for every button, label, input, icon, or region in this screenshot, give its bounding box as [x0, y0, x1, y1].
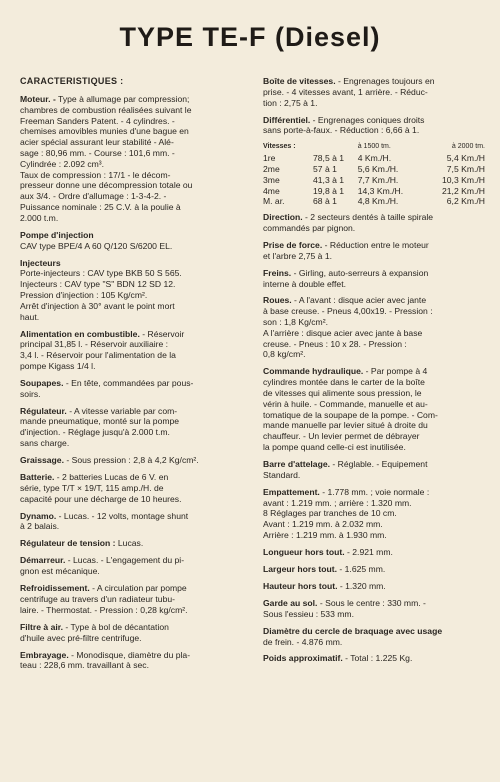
spec-section — [263, 115, 485, 137]
spec-section — [20, 472, 248, 504]
spec-line — [263, 339, 485, 350]
spec-line — [20, 105, 248, 116]
spec-line — [263, 328, 485, 339]
spec-label: Moteur. - — [20, 94, 56, 104]
speed-cell: M. ar. — [263, 196, 285, 207]
spec-line — [20, 94, 248, 105]
speed-row — [263, 153, 485, 164]
spec-text: Freeman Sanders Patent. - 4 cylindres. - — [20, 115, 175, 126]
spec-label: Alimentation en combustible. — [20, 328, 140, 339]
spec-text: - 2.921 mm. — [344, 546, 393, 557]
spec-text: - Réservoir — [139, 328, 185, 339]
spec-text: - A circulation par pompe — [89, 583, 187, 594]
spec-text: - En tête, commandées par pous- — [63, 377, 194, 388]
spec-line — [20, 213, 248, 224]
spec-text: Pression d'injection : 105 Kg/cm². — [20, 289, 148, 300]
speed-cell: 3me — [263, 174, 280, 185]
spec-text: commandés par pignon. — [263, 222, 356, 233]
spec-text: - 2 secteurs dentés à taille spirale — [302, 212, 434, 223]
spec-section — [263, 564, 485, 575]
spec-text: acier spécial assurant leur stabilité - Alé- — [20, 137, 174, 148]
spec-section — [20, 650, 248, 672]
spec-line — [263, 125, 485, 136]
spec-line — [20, 312, 248, 323]
spec-text: - Total : 1.225 Kg. — [342, 653, 413, 664]
spec-section — [263, 547, 485, 558]
spec-line — [263, 240, 485, 251]
spec-line — [263, 295, 485, 306]
spec-text: interne à double effet. — [263, 278, 346, 289]
spec-section — [263, 366, 485, 452]
spec-label: Embrayage. — [20, 649, 69, 660]
spec-line — [263, 609, 485, 620]
spec-line — [20, 258, 248, 269]
spec-text: de vitesses qui alimente sous pression, le — [263, 388, 422, 399]
speeds-label: Vitesses : — [263, 143, 296, 151]
spec-text: Type à allumage par compression; — [55, 94, 190, 104]
spec-line — [20, 301, 248, 312]
speed-cell: 4me — [263, 185, 280, 196]
spec-section — [20, 329, 248, 372]
spec-line — [263, 279, 485, 290]
spec-section — [263, 653, 485, 664]
spec-label: Soupapes. — [20, 377, 64, 388]
spec-label: Hauteur hors tout. — [263, 580, 338, 591]
spec-line — [20, 622, 248, 633]
spec-line — [20, 126, 248, 137]
spec-line — [20, 483, 248, 494]
spec-line — [20, 438, 248, 449]
spec-label: Garde au sol. — [263, 597, 318, 608]
spec-line — [263, 508, 485, 519]
spec-label: Barre d'attelage. — [263, 459, 331, 470]
spec-section — [20, 406, 248, 449]
speed-cell: 4,8 Km./H. — [357, 196, 399, 207]
spec-line — [263, 442, 485, 453]
spec-line — [20, 455, 248, 466]
spec-text: tion : 2,75 à 1. — [263, 97, 318, 108]
spec-label: Démarreur. — [20, 555, 66, 566]
spec-text: mande pneumatique, monté sur la pompe — [20, 416, 180, 427]
spec-text: 3,4 l. - Réservoir pour l'alimentation de la — [20, 350, 176, 361]
spec-text: à 2 balais. — [20, 521, 60, 532]
spec-text: haut. — [20, 311, 40, 322]
spec-line — [20, 202, 248, 213]
speed-cell: 1re — [263, 153, 276, 164]
spec-text: soirs. — [20, 388, 41, 399]
spec-line — [263, 115, 485, 126]
spec-text: Porte-injecteurs : CAV type BKB 50 S 565. — [20, 268, 182, 279]
speed-cell: 14,3 Km./H. — [357, 185, 404, 196]
spec-line — [263, 366, 485, 377]
spec-line — [263, 470, 485, 481]
spec-line — [20, 230, 248, 241]
spec-line — [263, 626, 485, 637]
spec-text: mande manuelle par levier situé à droite du — [263, 420, 428, 431]
spec-text: pompe Kigass 1/4 l. — [20, 360, 96, 371]
spec-text: creuse. - Pneus : 10 x 28. - Pression : — [263, 338, 407, 349]
speed-cell: 2me — [263, 163, 280, 174]
speed-cell: 10,3 Km./H — [442, 174, 485, 185]
spec-section — [20, 94, 248, 224]
spec-line — [20, 416, 248, 427]
spec-line — [20, 191, 248, 202]
spec-line — [20, 290, 248, 301]
spec-text: à base creuse. - Pneus 4,00x19. - Pression : — [263, 306, 433, 317]
spec-text: son : 1,8 Kg/cm². — [263, 317, 328, 328]
spec-label: Poids approximatif. — [263, 653, 343, 664]
spec-line — [20, 521, 248, 532]
spec-text: - Girling, auto-serreurs à expansion — [291, 267, 429, 278]
spec-text: chambres de combustion réalisées suivant le — [20, 104, 192, 115]
spec-text: - 1.625 mm. — [337, 563, 386, 574]
spec-line — [263, 431, 485, 442]
spec-label: Longueur hors tout. — [263, 546, 345, 557]
spec-section — [263, 240, 485, 262]
speed-row — [263, 164, 485, 175]
spec-label: Injecteurs — [20, 257, 61, 268]
spec-line — [20, 511, 248, 522]
spec-label: Régulateur de tension : — [20, 538, 116, 549]
spec-text: capacité pour une décharge de 10 heures. — [20, 493, 182, 504]
spec-text: - Réglable. - Equipement — [330, 459, 428, 470]
speed-row — [263, 175, 485, 186]
spec-line — [20, 633, 248, 644]
spec-line — [263, 399, 485, 410]
spec-line — [263, 498, 485, 509]
spec-line — [263, 598, 485, 609]
page-title: TYPE TE-F (Diesel) — [119, 22, 381, 52]
speed-cell: 5,4 Km./H — [446, 153, 485, 164]
spec-text: - Monodisque, diamètre du pla- — [68, 649, 191, 660]
spec-section — [20, 455, 248, 466]
spec-line — [20, 389, 248, 400]
spec-line — [20, 361, 248, 372]
speed-row — [263, 186, 485, 197]
spec-text: Injecteurs : CAV type "S" BDN 12 SD 12. — [20, 279, 176, 290]
spec-line — [263, 530, 485, 541]
spec-text: 2.000 t.m. — [20, 212, 59, 223]
spec-line — [20, 594, 248, 605]
speed-cell: 19,8 à 1 — [313, 185, 345, 196]
spec-line — [263, 410, 485, 421]
spec-line — [263, 581, 485, 592]
spec-text: d'injection. - Réglage jusqu'à 2.000 t.m. — [20, 427, 170, 438]
spec-section — [263, 295, 485, 360]
speed-cell: 5,6 Km./H. — [357, 163, 399, 174]
spec-text: Puissance nominale : 25 C.V. à la poulie à — [20, 201, 181, 212]
spec-line — [20, 406, 248, 417]
spec-text: vérin à huile. - Commande, manuelle et au- — [263, 398, 428, 409]
spec-text: sage : 80,96 mm. - Course : 101,6 mm. - — [20, 147, 175, 158]
spec-line — [20, 605, 248, 616]
spec-line — [20, 566, 248, 577]
spec-line — [20, 494, 248, 505]
spec-label: Pompe d'injection — [20, 229, 94, 240]
spec-section — [20, 538, 248, 549]
spec-line — [263, 349, 485, 360]
speed-row — [263, 196, 485, 207]
spec-section — [20, 378, 248, 400]
spec-label: Filtre à air. — [20, 621, 63, 632]
spec-text: CAV type BPE/4 A 60 Q/120 S/6200 EL. — [20, 240, 173, 251]
spec-line — [263, 653, 485, 664]
spec-text: presseur donne une décompression totale ou — [20, 180, 193, 191]
spec-line — [20, 650, 248, 661]
spec-label: Batterie. — [20, 472, 55, 483]
spec-section — [20, 230, 248, 252]
spec-line — [20, 555, 248, 566]
spec-line — [263, 251, 485, 262]
spec-section — [20, 583, 248, 615]
spec-line — [20, 241, 248, 252]
left-column — [20, 76, 248, 677]
spec-text: avant : 1.219 mm. ; arrière : 1.320 mm. — [263, 497, 412, 508]
spec-text: Arrêt d'injection à 30° avant le point mort — [20, 300, 175, 311]
spec-line — [263, 76, 485, 87]
spec-text: principal 31,85 l. - Réservoir auxiliaire : — [20, 339, 169, 350]
spec-label: Direction. — [263, 212, 303, 223]
spec-label: Régulateur. — [20, 405, 67, 416]
right-column — [263, 76, 485, 670]
spec-line — [20, 538, 248, 549]
spec-text: cylindres montée dans le carter de la boîte — [263, 377, 425, 388]
spec-line — [263, 519, 485, 530]
spec-text: 8 Réglages par tranches de 10 cm. — [263, 508, 397, 519]
spec-label: Différentiel. — [263, 114, 311, 125]
spec-text: aux 3/4. - Ordre d'allumage : 1-3-4-2. - — [20, 191, 167, 202]
spec-text: - A vitesse variable par com- — [66, 405, 178, 416]
spec-section — [20, 511, 248, 533]
spec-line — [20, 148, 248, 159]
spec-line — [20, 427, 248, 438]
spec-text: tomatique de la soupape de la pompe. - Com- — [263, 409, 438, 420]
spec-text: Taux de compression : 17/1 - le décom- — [20, 169, 171, 180]
speed-cell: 6,2 Km./H — [446, 196, 485, 207]
spec-line — [263, 487, 485, 498]
spec-label: Empattement. — [263, 486, 320, 497]
spec-text: - Engrenages coniques droits — [310, 114, 425, 125]
spec-line — [20, 339, 248, 350]
spec-line — [263, 268, 485, 279]
spec-label: Roues. — [263, 295, 292, 306]
spec-line — [263, 212, 485, 223]
spec-text: la pompe quand celle-ci est inutilisée. — [263, 442, 406, 453]
spec-text: Avant : 1.219 mm. à 2.032 mm. — [263, 519, 383, 530]
spec-section — [20, 622, 248, 644]
spec-text: laire. - Thermostat. - Pression : 0,28 kg/cm². — [20, 604, 188, 615]
speed-cell: 7,5 Km./H — [446, 163, 485, 174]
spec-text: chauffeur. - Un levier permet de débrayer — [263, 431, 420, 442]
spec-text: Sous l'essieu : 533 mm. — [263, 608, 354, 619]
spec-line — [263, 223, 485, 234]
speed-cell: 41,3 à 1 — [313, 174, 345, 185]
spec-text: gnon est mécanique. — [20, 566, 100, 577]
spec-line — [20, 279, 248, 290]
spec-line — [20, 180, 248, 191]
spec-text: - Lucas. - 12 volts, montage shunt — [56, 510, 189, 521]
spec-text: centrifuge au travers d'un radiateur tubu- — [20, 593, 175, 604]
spec-text: A l'arrière : disque acier avec jante à base — [263, 327, 423, 338]
spec-text: sans porte-à-faux. - Réduction : 6,66 à 1. — [263, 125, 420, 136]
spec-line — [20, 268, 248, 279]
spec-text: - 1.778 mm. ; voie normale : — [319, 486, 430, 497]
spec-line — [263, 98, 485, 109]
spec-section — [263, 581, 485, 592]
spec-line — [263, 87, 485, 98]
spec-text: - Réduction entre le moteur — [322, 239, 429, 250]
speed-cell: 21,2 Km./H — [442, 185, 485, 196]
spec-line — [263, 547, 485, 558]
speeds-header-2000: à 2000 tm. — [451, 143, 485, 151]
spec-line — [263, 377, 485, 388]
spec-line — [263, 420, 485, 431]
spec-label: Refroidissement. — [20, 583, 90, 594]
spec-line — [263, 459, 485, 470]
spec-text: - Par pompe à 4 — [363, 366, 428, 377]
spec-section — [20, 258, 248, 323]
spec-line — [20, 137, 248, 148]
speed-cell: 78,5 à 1 — [313, 153, 345, 164]
spec-label: Freins. — [263, 267, 292, 278]
spec-line — [263, 637, 485, 648]
spec-line — [20, 170, 248, 181]
spec-line — [20, 378, 248, 389]
spec-label: Prise de force. — [263, 239, 323, 250]
speed-cell: 4 Km./H. — [357, 153, 392, 164]
spec-section — [263, 268, 485, 290]
spec-section — [20, 555, 248, 577]
spec-line — [20, 159, 248, 170]
spec-text: - Type à bol de décantation — [63, 621, 169, 632]
spec-line — [263, 306, 485, 317]
spec-text: Standard. — [263, 469, 301, 480]
spec-label: Commande hydraulique. — [263, 366, 364, 377]
spec-line — [263, 317, 485, 328]
spec-line — [20, 116, 248, 127]
spec-text: - A l'avant : disque acier avec jante — [291, 295, 427, 306]
spec-label: Boîte de vitesses. — [263, 76, 336, 86]
spec-text: teau : 228,6 mm. travaillant à sec. — [20, 660, 149, 671]
spec-section — [263, 598, 485, 620]
speed-cell: 7,7 Km./H. — [357, 174, 399, 185]
spec-section — [263, 487, 485, 541]
spec-line — [20, 583, 248, 594]
spec-section — [263, 212, 485, 234]
spec-text: - Sous pression : 2,8 à 4,2 Kg/cm². — [63, 455, 199, 466]
speeds-table — [263, 142, 485, 207]
speeds-header-1500: à 1500 tm. — [357, 143, 391, 151]
spec-line — [20, 472, 248, 483]
spec-text: - 1.320 mm. — [337, 580, 386, 591]
spec-text: - 2 batteries Lucas de 6 V. en — [54, 472, 169, 483]
spec-text: - Sous le centre : 330 mm. - — [317, 597, 426, 608]
spec-text: chemises amovibles munies d'une bague en — [20, 126, 189, 137]
spec-line — [263, 564, 485, 575]
spec-line — [263, 388, 485, 399]
spec-section — [263, 459, 485, 481]
spec-section — [263, 76, 485, 108]
spec-label: Largeur hors tout. — [263, 563, 338, 574]
speed-cell: 68 à 1 — [313, 196, 337, 207]
spec-text: Lucas. — [115, 538, 144, 549]
spec-label: Dynamo. — [20, 510, 57, 521]
section-heading: CARACTERISTIQUES : — [20, 76, 124, 86]
spec-section — [263, 626, 485, 648]
spec-line — [20, 660, 248, 671]
spec-label: Diamètre du cercle de braquage avec usage — [263, 625, 443, 636]
spec-text: Arrière : 1.219 mm. à 1.930 mm. — [263, 529, 387, 540]
spec-text: Cylindrée : 2.092 cm³. — [20, 158, 105, 169]
spec-text: - Engrenages toujours en — [335, 76, 435, 86]
spec-text: - Lucas. - L'engagement du pi- — [65, 555, 185, 566]
spec-line — [20, 329, 248, 340]
spec-text: prise. - 4 vitesses avant, 1 arrière. - Réduc- — [263, 86, 428, 97]
spec-text: d'huile avec pré-filtre centrifuge. — [20, 632, 142, 643]
spec-text: 0,8 kg/cm². — [263, 349, 306, 360]
spec-text: de frein. - 4.876 mm. — [263, 636, 343, 647]
spec-text: série, type T/T × 19/T, 115 amp./H. de — [20, 482, 164, 493]
spec-text: sans charge. — [20, 438, 70, 449]
spec-label: Graissage. — [20, 455, 64, 466]
speed-cell: 57 à 1 — [313, 163, 337, 174]
spec-text: et l'arbre 2,75 à 1. — [263, 250, 333, 261]
spec-line — [20, 350, 248, 361]
